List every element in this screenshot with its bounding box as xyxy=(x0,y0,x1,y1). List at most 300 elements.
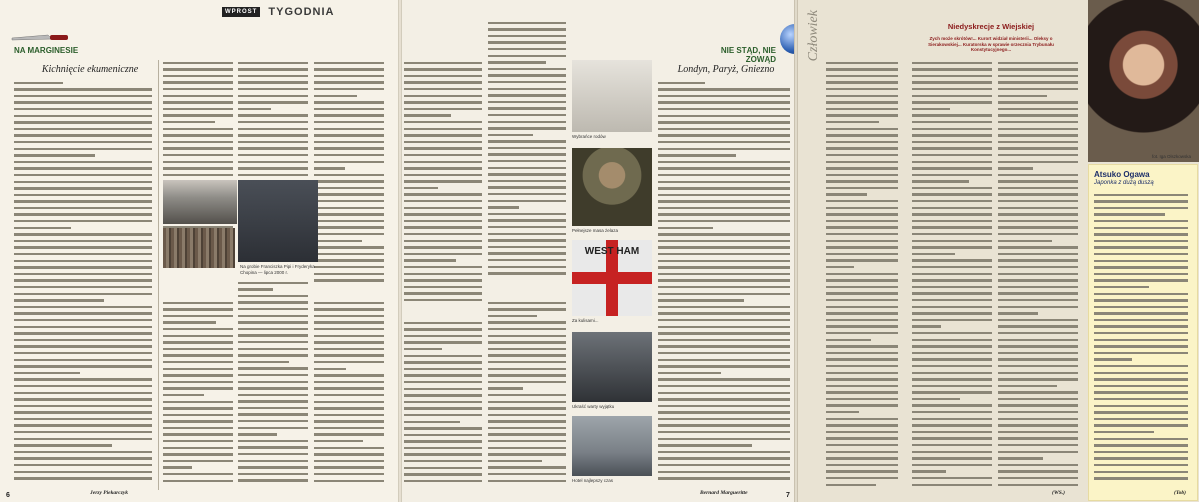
text-line xyxy=(912,383,994,390)
text-line xyxy=(826,409,900,416)
text-line xyxy=(314,172,386,179)
text-line xyxy=(314,458,386,465)
text-line xyxy=(488,379,568,386)
text-line xyxy=(912,113,994,120)
text-line xyxy=(314,231,386,238)
text-line xyxy=(14,172,154,179)
section-label: NA MARGINESIE xyxy=(14,46,79,55)
text-line xyxy=(163,133,235,140)
text-line xyxy=(1094,469,1190,476)
text-line xyxy=(163,313,235,320)
text-line xyxy=(238,339,310,346)
photo-caption: Za kulisami... xyxy=(572,318,599,323)
text-line xyxy=(912,423,994,430)
text-line xyxy=(998,337,1080,344)
text-line xyxy=(404,152,484,159)
text-line xyxy=(826,80,900,87)
page-right xyxy=(796,0,1199,502)
text-line xyxy=(658,87,792,94)
photo-caption: Na grobie Franciszka Pipi i Fryderyka Chopina — lipca 2000 r. xyxy=(240,264,315,275)
text-line xyxy=(404,333,484,340)
text-line xyxy=(998,350,1080,357)
text-line xyxy=(404,67,484,74)
text-line xyxy=(912,60,994,67)
text-line xyxy=(314,271,386,278)
text-line xyxy=(163,373,235,380)
text-line xyxy=(998,304,1080,311)
text-line xyxy=(238,67,310,74)
text-line xyxy=(1094,298,1190,305)
text-line xyxy=(314,245,386,252)
text-line xyxy=(826,172,900,179)
text-line xyxy=(1094,443,1190,450)
text-line xyxy=(404,465,484,472)
text-line xyxy=(14,232,154,239)
text-line xyxy=(314,353,386,360)
text-line xyxy=(658,317,792,324)
text-line xyxy=(14,436,154,443)
text-line xyxy=(404,419,484,426)
text-line xyxy=(404,320,484,327)
text-line xyxy=(488,419,568,426)
text-line xyxy=(488,307,568,314)
text-line xyxy=(912,469,994,476)
text-line xyxy=(912,245,994,252)
text-line xyxy=(14,120,154,127)
text-line xyxy=(14,410,154,417)
text-line xyxy=(826,436,900,443)
text-line xyxy=(912,159,994,166)
text-line xyxy=(14,337,154,344)
article-headline: Londyn, Paryż, Gniezno xyxy=(677,64,775,75)
text-line xyxy=(826,383,900,390)
text-line xyxy=(488,326,568,333)
text-line xyxy=(826,73,900,80)
text-line xyxy=(998,317,1080,324)
text-line xyxy=(238,478,310,485)
text-line xyxy=(163,326,235,333)
text-line xyxy=(488,359,568,366)
text-line xyxy=(826,67,900,74)
text-line xyxy=(998,442,1080,449)
interview-column xyxy=(1094,192,1190,488)
text-line xyxy=(14,126,154,133)
text-line xyxy=(912,205,994,212)
text-line xyxy=(826,456,900,463)
page-middle xyxy=(400,0,796,502)
text-line xyxy=(658,469,792,476)
photo-caption: Hotel najlepszy czas xyxy=(572,478,614,483)
text-line xyxy=(163,166,235,173)
text-line xyxy=(1094,410,1190,417)
text-line xyxy=(912,86,994,93)
text-line xyxy=(404,340,484,347)
text-line xyxy=(826,152,900,159)
text-line xyxy=(14,192,154,199)
masthead-title: TYGODNIA xyxy=(268,6,335,18)
brief-column xyxy=(488,20,568,280)
text-line xyxy=(998,416,1080,423)
text-line xyxy=(238,300,310,307)
text-line xyxy=(14,377,154,384)
text-line xyxy=(314,179,386,186)
text-line xyxy=(488,412,568,419)
text-line xyxy=(912,271,994,278)
text-line xyxy=(998,462,1080,469)
text-line xyxy=(163,73,235,80)
text-line xyxy=(314,106,386,113)
text-line xyxy=(488,132,568,139)
photo-crowd xyxy=(163,228,235,268)
text-line xyxy=(998,363,1080,370)
text-line xyxy=(163,80,235,87)
text-line xyxy=(488,33,568,40)
text-line xyxy=(14,364,154,371)
text-line xyxy=(998,231,1080,238)
text-line xyxy=(1094,238,1190,245)
text-line xyxy=(912,258,994,265)
text-line xyxy=(238,313,310,320)
text-line xyxy=(912,449,994,456)
text-line xyxy=(163,379,235,386)
text-line xyxy=(658,377,792,384)
text-line xyxy=(488,185,568,192)
article-column xyxy=(14,80,154,486)
text-line xyxy=(488,458,568,465)
text-line xyxy=(912,225,994,232)
text-line xyxy=(912,482,994,489)
text-line xyxy=(998,390,1080,397)
text-line xyxy=(488,452,568,459)
text-line xyxy=(912,264,994,271)
text-line xyxy=(14,284,154,291)
text-line xyxy=(826,192,900,199)
text-line xyxy=(826,462,900,469)
text-line xyxy=(998,258,1080,265)
text-line xyxy=(658,284,792,291)
brief-column xyxy=(314,300,386,490)
text-line xyxy=(238,392,310,399)
text-line xyxy=(404,458,484,465)
text-line xyxy=(314,67,386,74)
text-line xyxy=(14,205,154,212)
text-line xyxy=(488,119,568,126)
masthead-logo: WPROST xyxy=(222,7,260,17)
text-line xyxy=(238,172,310,179)
text-line xyxy=(488,112,568,119)
text-line xyxy=(238,445,310,452)
article-author: Jerzy Piekarczyk xyxy=(90,490,129,496)
text-line xyxy=(658,271,792,278)
text-line xyxy=(998,245,1080,252)
text-line xyxy=(163,320,235,327)
text-line xyxy=(488,224,568,231)
text-line xyxy=(404,432,484,439)
text-line xyxy=(14,390,154,397)
text-line xyxy=(912,363,994,370)
text-line xyxy=(314,412,386,419)
text-line xyxy=(912,146,994,153)
text-line xyxy=(404,472,484,479)
text-line xyxy=(488,373,568,380)
text-line xyxy=(163,452,235,459)
column-deck: Zych może skrótów!... Kurort widział ministerii... Oleksy o Sierakowskiej... Kuratorska w sprawie orzecznia Trybunału Konstytucyjnego... xyxy=(928,36,1054,52)
text-line xyxy=(314,326,386,333)
text-line xyxy=(826,271,900,278)
text-line xyxy=(998,126,1080,133)
text-line xyxy=(658,159,792,166)
text-line xyxy=(238,86,310,93)
text-line xyxy=(998,396,1080,403)
text-line xyxy=(912,179,994,186)
text-line xyxy=(912,370,994,377)
text-line xyxy=(314,445,386,452)
text-line xyxy=(998,344,1080,351)
text-line xyxy=(14,100,154,107)
text-line xyxy=(1094,265,1190,272)
text-line xyxy=(14,87,154,94)
text-line xyxy=(912,251,994,258)
text-line xyxy=(238,412,310,419)
text-line xyxy=(1094,377,1190,384)
text-line xyxy=(404,386,484,393)
text-line xyxy=(314,359,386,366)
text-line xyxy=(998,291,1080,298)
text-line xyxy=(163,152,235,159)
text-line xyxy=(826,350,900,357)
text-line xyxy=(658,153,792,160)
text-line xyxy=(998,469,1080,476)
text-line xyxy=(314,406,386,413)
text-line xyxy=(826,390,900,397)
text-line xyxy=(1094,429,1190,436)
text-line xyxy=(314,100,386,107)
text-line xyxy=(1094,370,1190,377)
text-line xyxy=(488,264,568,271)
brief-column xyxy=(238,280,310,490)
text-line xyxy=(998,166,1080,173)
text-line xyxy=(314,225,386,232)
text-line xyxy=(488,333,568,340)
text-line xyxy=(404,393,484,400)
text-line xyxy=(14,350,154,357)
text-line xyxy=(998,284,1080,291)
text-line xyxy=(14,304,154,311)
text-line xyxy=(163,146,235,153)
text-line xyxy=(163,60,235,67)
text-line xyxy=(998,456,1080,463)
text-line xyxy=(1094,403,1190,410)
text-line xyxy=(404,445,484,452)
text-line xyxy=(163,438,235,445)
text-line xyxy=(314,465,386,472)
article-column xyxy=(658,80,792,486)
text-line xyxy=(488,366,568,373)
text-line xyxy=(826,231,900,238)
text-line xyxy=(488,73,568,80)
text-line xyxy=(912,409,994,416)
text-line xyxy=(658,258,792,265)
text-line xyxy=(488,218,568,225)
text-line xyxy=(314,86,386,93)
text-line xyxy=(163,100,235,107)
text-line xyxy=(314,152,386,159)
text-line xyxy=(826,238,900,245)
text-line xyxy=(998,106,1080,113)
text-line xyxy=(1094,436,1190,443)
text-line xyxy=(1094,317,1190,324)
article-column xyxy=(912,60,994,490)
text-line xyxy=(912,317,994,324)
text-line xyxy=(238,425,310,432)
text-line xyxy=(998,238,1080,245)
text-line xyxy=(488,86,568,93)
text-line xyxy=(998,297,1080,304)
text-line xyxy=(998,198,1080,205)
text-line xyxy=(163,399,235,406)
profile-role: Japonka z dużą duszą xyxy=(1094,180,1154,186)
text-line xyxy=(826,304,900,311)
text-line xyxy=(238,465,310,472)
text-line xyxy=(998,403,1080,410)
text-line xyxy=(912,462,994,469)
text-line xyxy=(488,340,568,347)
text-line xyxy=(998,67,1080,74)
text-line xyxy=(404,379,484,386)
text-line xyxy=(14,238,154,245)
text-line xyxy=(14,265,154,272)
text-line xyxy=(488,406,568,413)
text-line xyxy=(404,360,484,367)
text-line xyxy=(163,366,235,373)
text-line xyxy=(912,126,994,133)
text-line xyxy=(658,232,792,239)
page-number: 6 xyxy=(6,492,10,499)
text-line xyxy=(314,192,386,199)
text-line xyxy=(163,458,235,465)
text-line xyxy=(1094,363,1190,370)
text-line xyxy=(14,245,154,252)
text-line xyxy=(238,405,310,412)
text-line xyxy=(1094,344,1190,351)
text-line xyxy=(826,442,900,449)
text-line xyxy=(163,113,235,120)
text-line xyxy=(488,231,568,238)
text-line xyxy=(998,436,1080,443)
text-line xyxy=(238,152,310,159)
text-line xyxy=(14,462,154,469)
text-line xyxy=(163,172,235,179)
photo-caption: Ukraść warty wyjątku xyxy=(572,404,615,409)
text-line xyxy=(998,93,1080,100)
text-line xyxy=(238,326,310,333)
text-line xyxy=(912,93,994,100)
text-line xyxy=(163,333,235,340)
text-line xyxy=(826,396,900,403)
text-line xyxy=(163,106,235,113)
text-line xyxy=(488,20,568,27)
text-line xyxy=(912,297,994,304)
text-line xyxy=(488,432,568,439)
text-line xyxy=(1094,476,1190,483)
text-line xyxy=(658,324,792,331)
text-line xyxy=(488,438,568,445)
text-line xyxy=(238,458,310,465)
text-line xyxy=(14,218,154,225)
text-line xyxy=(14,133,154,140)
text-line xyxy=(826,185,900,192)
text-line xyxy=(912,139,994,146)
text-line xyxy=(912,67,994,74)
text-line xyxy=(826,423,900,430)
text-line xyxy=(1094,330,1190,337)
text-line xyxy=(14,179,154,186)
text-line xyxy=(404,126,484,133)
text-line xyxy=(826,311,900,318)
text-line xyxy=(998,264,1080,271)
photo-motorbike xyxy=(572,332,652,402)
text-line xyxy=(163,386,235,393)
text-line xyxy=(826,245,900,252)
text-line xyxy=(404,426,484,433)
text-line xyxy=(314,159,386,166)
text-line xyxy=(658,291,792,298)
text-line xyxy=(826,113,900,120)
text-line xyxy=(912,278,994,285)
text-line xyxy=(488,145,568,152)
text-line xyxy=(826,344,900,351)
text-line xyxy=(314,218,386,225)
text-line xyxy=(912,324,994,331)
text-line xyxy=(404,86,484,93)
text-line xyxy=(658,265,792,272)
text-line xyxy=(404,478,484,485)
text-line xyxy=(238,418,310,425)
text-line xyxy=(14,166,154,173)
text-line xyxy=(1094,357,1190,364)
text-line xyxy=(998,80,1080,87)
text-line xyxy=(826,146,900,153)
text-line xyxy=(488,320,568,327)
text-line xyxy=(314,278,386,285)
text-line xyxy=(658,199,792,206)
text-line xyxy=(314,166,386,173)
text-line xyxy=(14,298,154,305)
text-line xyxy=(238,100,310,107)
interview-author: (Tob) xyxy=(1174,490,1187,496)
text-line xyxy=(488,126,568,133)
text-line xyxy=(488,300,568,307)
text-line xyxy=(14,199,154,206)
text-line xyxy=(404,353,484,360)
text-line xyxy=(238,287,310,294)
text-line xyxy=(998,278,1080,285)
text-line xyxy=(163,432,235,439)
text-line xyxy=(488,106,568,113)
text-line xyxy=(912,106,994,113)
text-line xyxy=(238,432,310,439)
text-line xyxy=(314,399,386,406)
text-line xyxy=(998,139,1080,146)
text-line xyxy=(826,100,900,107)
text-line xyxy=(14,476,154,483)
text-line xyxy=(1094,245,1190,252)
text-line xyxy=(314,333,386,340)
text-line xyxy=(404,406,484,413)
text-line xyxy=(658,225,792,232)
text-line xyxy=(912,357,994,364)
text-line xyxy=(658,120,792,127)
